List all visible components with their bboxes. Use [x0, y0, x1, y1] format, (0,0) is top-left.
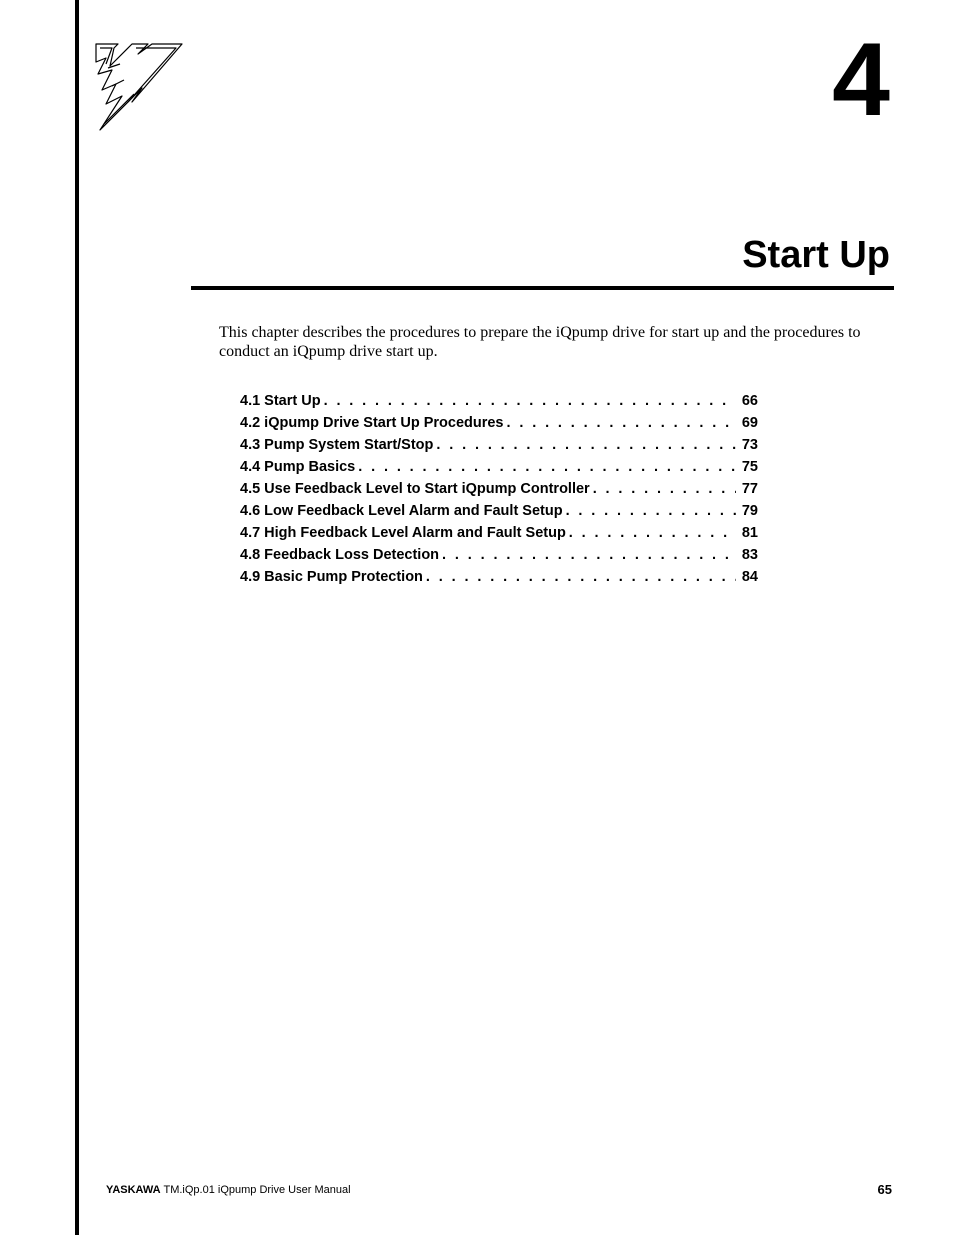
footer-page-number: 65 [877, 1182, 892, 1197]
toc-entry-page: 73 [741, 437, 758, 453]
toc-entry-title: 4.5 Use Feedback Level to Start iQpump Controller [240, 481, 590, 497]
toc-dot-leader [358, 459, 736, 475]
toc-entry[interactable] [240, 415, 758, 437]
toc-entry-page: 84 [741, 569, 758, 585]
toc-dot-leader [569, 525, 736, 541]
toc-entry-title: 4.7 High Feedback Level Alarm and Fault Setup [240, 525, 566, 541]
yaskawa-logo-icon [92, 40, 186, 134]
toc-entry-page: 81 [741, 525, 758, 541]
toc-entry-page: 75 [741, 459, 758, 475]
toc-entry[interactable] [240, 393, 758, 415]
toc-entry-title: 4.8 Feedback Loss Detection [240, 547, 440, 563]
toc-entry[interactable] [240, 437, 758, 459]
toc-dot-leader [442, 547, 736, 563]
toc-dot-leader [566, 503, 736, 519]
toc-dot-leader [593, 481, 736, 497]
toc-entry[interactable] [240, 503, 758, 525]
toc-entry-page: 79 [741, 503, 758, 519]
toc-entry[interactable] [240, 547, 758, 569]
toc-entry-page: 83 [741, 547, 758, 563]
footer-document-title: TM.iQp.01 iQpump Drive User Manual [163, 1184, 351, 1196]
toc-entry-title: 4.4 Pump Basics [240, 459, 356, 475]
footer-brand: YASKAWA [106, 1184, 161, 1196]
toc-dot-leader [507, 415, 736, 431]
toc-entry-title: 4.9 Basic Pump Protection [240, 569, 423, 585]
left-margin-rule [75, 0, 79, 1235]
toc-entry-title: 4.1 Start Up [240, 393, 321, 409]
toc-dot-leader [324, 393, 736, 409]
toc-entry[interactable] [240, 525, 758, 547]
toc-entry[interactable] [240, 569, 758, 591]
intro-paragraph: This chapter describes the procedures to prepare the iQpump drive for start up and the procedures to conduct an iQpump drive start up. [219, 324, 861, 360]
chapter-number: 4 [832, 22, 890, 138]
footer-document-info [106, 1184, 351, 1196]
toc-entry-title: 4.3 Pump System Start/Stop [240, 437, 434, 453]
toc-dot-leader [436, 437, 735, 453]
toc-entry-page: 66 [741, 393, 758, 409]
toc-entry[interactable] [240, 481, 758, 503]
toc-dot-leader [426, 569, 736, 585]
toc-entry[interactable] [240, 459, 758, 481]
title-divider [191, 286, 894, 290]
toc-entry-page: 77 [741, 481, 758, 497]
toc-entry-page: 69 [741, 415, 758, 431]
toc-entry-title: 4.2 iQpump Drive Start Up Procedures [240, 415, 504, 431]
toc-entry-title: 4.6 Low Feedback Level Alarm and Fault Setup [240, 503, 563, 519]
chapter-title: Start Up [742, 234, 890, 276]
table-of-contents [240, 393, 758, 591]
